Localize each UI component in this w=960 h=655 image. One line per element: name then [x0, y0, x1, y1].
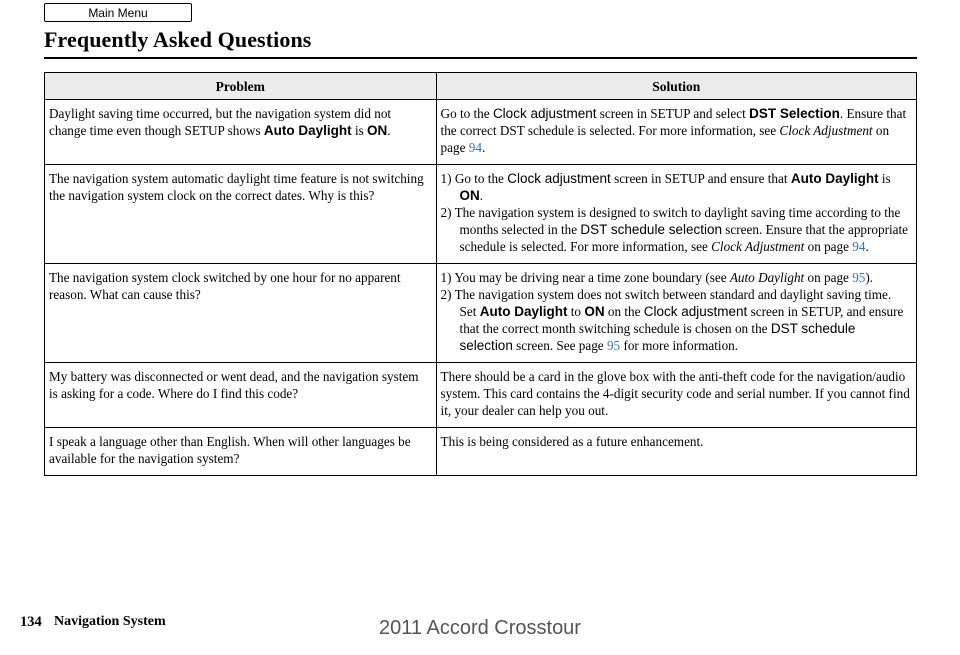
faq-table: [44, 72, 917, 476]
problem-cell: [45, 428, 437, 476]
solution-text: ).: [865, 270, 874, 285]
problem-text: I speak a language other than English. When will other languages be available for the navigation system?: [49, 434, 411, 466]
problem-cell: [45, 100, 437, 165]
setting-value: ON: [459, 188, 480, 203]
solution-text: screen. Ensure that the appropriate schedule is selected. For more information, see: [459, 222, 909, 254]
footer-page-number: 134: [20, 614, 42, 630]
solution-text: on page: [804, 239, 853, 254]
problem-cell: [45, 165, 437, 264]
setting-name: Auto Daylight: [263, 123, 352, 138]
solution-text: 2) The navigation system is designed to switch to daylight saving time according to the months selected in the: [440, 205, 901, 237]
page-link[interactable]: 94: [468, 140, 482, 155]
setting-value: ON: [584, 304, 605, 319]
problem-text: .: [387, 123, 391, 138]
screen-name: DST schedule selection: [580, 222, 722, 237]
problem-text: Daylight saving time occurred, but the navigation system did not change time even though SETUP shows: [49, 106, 392, 138]
solution-step: [441, 269, 910, 286]
table-header-row: [45, 73, 917, 100]
table-row: [45, 363, 917, 428]
problem-text: The navigation system clock switched by one hour for no apparent reason. What can cause this?: [49, 270, 401, 302]
solution-text: There should be a card in the glove box with the anti-theft code for the navigation/audio system. This card contains the 4-digit security code and serial number. If you cannot find it, your dealer can help you out.: [440, 369, 910, 418]
solution-text: .: [481, 140, 486, 155]
page-link[interactable]: 95: [852, 270, 866, 285]
solution-text: .: [479, 188, 484, 203]
solution-cell: [436, 264, 916, 363]
screen-name: Clock adjustment: [507, 171, 611, 186]
solution-text: screen in SETUP, and ensure that the correct month switching schedule is chosen on the: [459, 304, 904, 336]
page-title: Frequently Asked Questions: [44, 27, 312, 52]
solution-cell: [436, 363, 916, 428]
section-reference: Clock Adjustment: [711, 239, 805, 254]
setting-name: Auto Daylight: [479, 304, 568, 319]
column-header-solution: Solution: [436, 73, 916, 100]
table-row: [45, 264, 917, 363]
screen-name: DST schedule selection: [459, 321, 856, 353]
setting-name: Auto Daylight: [790, 171, 879, 186]
solution-text: 1) You may be driving near a time zone boundary (see: [440, 270, 730, 285]
page-link[interactable]: 94: [852, 239, 866, 254]
solution-text: screen in SETUP and ensure that: [610, 171, 791, 186]
solution-step: [441, 170, 910, 204]
solution-cell: [436, 100, 916, 165]
solution-text: to: [567, 304, 585, 319]
solution-text: screen. See page: [512, 338, 607, 353]
problem-text: My battery was disconnected or went dead, and the navigation system is asking for a code. Where do I find this code?: [49, 369, 419, 401]
solution-text: Go to the: [440, 106, 493, 121]
problem-text: The navigation system automatic daylight time feature is not switching the navigation system clock on the correct dates. Why is this?: [49, 171, 424, 203]
footer-section-title: Navigation System: [54, 614, 166, 629]
setting-value: ON: [367, 123, 388, 138]
solution-text: screen in SETUP and select: [596, 106, 750, 121]
problem-cell: [45, 363, 437, 428]
solution-text: 1) Go to the: [440, 171, 508, 186]
table-row: [45, 165, 917, 264]
table-row: [45, 100, 917, 165]
watermark: 2011 Accord Crosstour: [379, 617, 581, 639]
page-link[interactable]: 95: [606, 338, 621, 353]
title-divider: [44, 57, 917, 59]
solution-text: 2) The navigation system does not switch between standard and daylight saving time. Set: [440, 287, 892, 319]
main-menu-button[interactable]: Main Menu: [44, 3, 192, 22]
solution-step: [441, 204, 910, 255]
solution-text: is: [878, 171, 891, 186]
screen-name: Clock adjustment: [492, 106, 597, 121]
solution-cell: [436, 428, 916, 476]
solution-text: This is being considered as a future enhancement.: [440, 434, 704, 449]
problem-cell: [45, 264, 437, 363]
solution-cell: [436, 165, 916, 264]
solution-text: for more information.: [620, 338, 739, 353]
solution-text: on page: [440, 123, 890, 155]
setting-name: DST Selection: [749, 106, 840, 121]
solution-text: .: [865, 239, 869, 254]
solution-step: [441, 286, 910, 354]
solution-text: . Ensure that the correct DST schedule is selected. For more information, see: [440, 106, 907, 138]
problem-text: is: [351, 123, 368, 138]
solution-text: on page: [804, 270, 853, 285]
section-reference: Clock Adjustment: [779, 123, 873, 138]
table-row: [45, 428, 917, 476]
screen-name: Clock adjustment: [643, 304, 748, 319]
column-header-problem: Problem: [45, 73, 437, 100]
solution-text: on the: [604, 304, 644, 319]
section-reference: Auto Daylight: [729, 270, 805, 285]
